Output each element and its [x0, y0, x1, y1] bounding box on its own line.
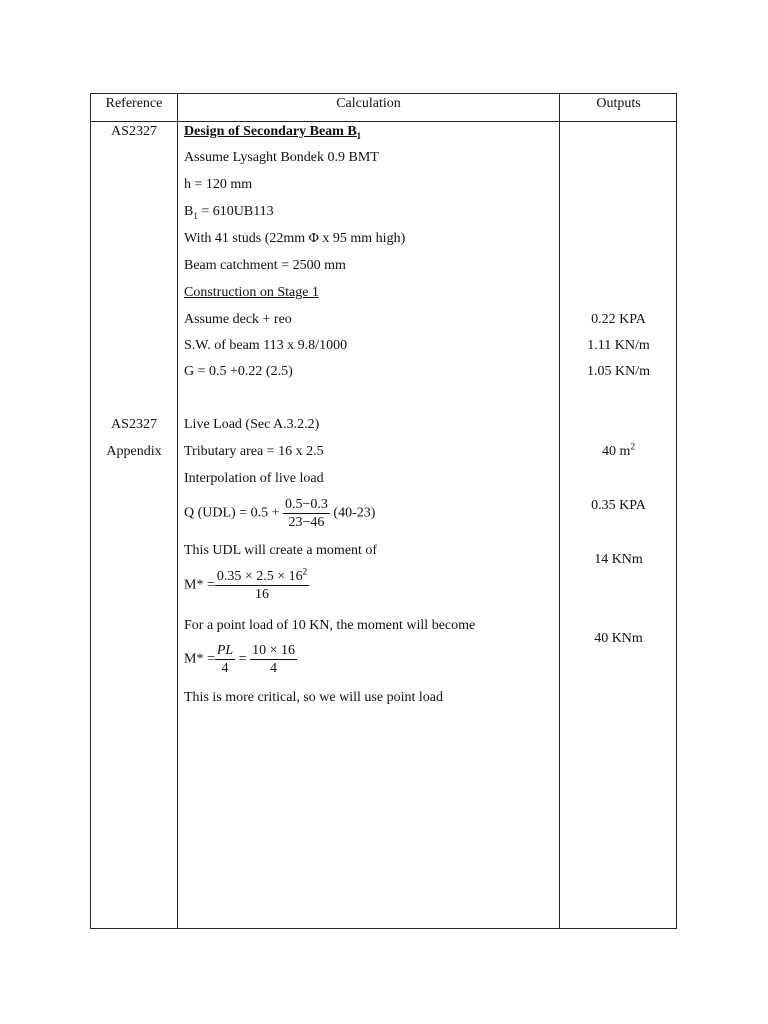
reference-3: Appendix: [106, 444, 162, 459]
calc-line: Live Load (Sec A.3.2.2): [184, 417, 320, 432]
calculation-table: [90, 93, 677, 929]
calc-line: S.W. of beam 113 x 9.8/1000: [184, 338, 348, 353]
calc-line: Interpolation of live load: [184, 471, 324, 486]
calc-line: With 41 studs (22mm Φ x 95 mm high): [184, 231, 406, 246]
header-divider: [91, 121, 676, 122]
output-value: 0.35 KPA: [591, 498, 646, 513]
moment-equation-point: M* = $\frac{PL}{4}$ = $\frac{10 \times 16}{4}$: [184, 643, 295, 676]
calc-subheading: Construction on Stage 1: [184, 285, 319, 300]
fraction: $\frac{0.35 \times 2.5 \times 16^2}{16}$: [216, 566, 308, 602]
calc-line: h = 120 mm: [184, 177, 253, 192]
calc-line: For a point load of 10 KN, the moment will become: [184, 618, 476, 633]
output-value: 40 $m^2$: [602, 441, 635, 459]
column-divider: [177, 94, 178, 928]
calc-line: This is more critical, so we will use point load: [184, 690, 443, 705]
q-udl-equation: Q (UDL) = 0.5 + $\frac{0.5-0.3}{23-46}$ (40-23): [184, 497, 376, 530]
calc-line: This UDL will create a moment of: [184, 543, 378, 558]
calc-line: Tributary area = 16 x 2.5: [184, 444, 324, 459]
output-value: 40 KNm: [594, 631, 643, 646]
calc-line: Assume deck + reo: [184, 312, 292, 327]
reference-2: AS2327: [111, 417, 157, 432]
fraction: $\frac{0.5-0.3}{23-46}$: [285, 497, 328, 530]
calc-title: Design of Secondary Beam $B_1$: [184, 124, 362, 141]
calc-line: G = 0.5 +0.22 (2.5): [184, 364, 293, 379]
calc-line: Beam catchment = 2500 mm: [184, 258, 346, 273]
output-value: 14 KNm: [594, 552, 643, 567]
header-outputs: Outputs: [596, 96, 641, 111]
fraction: $\frac{10 \times 16}{4}$: [252, 643, 295, 676]
output-value: 0.22 KPA: [591, 312, 646, 327]
fraction: $\frac{PL}{4}$: [216, 643, 234, 676]
moment-equation-udl: M* = $\frac{0.35 \times 2.5 \times 16^2}{16}$: [184, 566, 308, 602]
output-value: 1.05 KN/m: [587, 364, 650, 379]
output-value: 1.11 KN/m: [587, 338, 650, 353]
calc-line: $B_1 = 610UB113$: [184, 204, 274, 221]
reference-1: AS2327: [111, 124, 157, 139]
header-reference: Reference: [105, 96, 163, 111]
calc-line: Assume Lysaght Bondek 0.9 BMT: [184, 150, 379, 165]
header-calculation: Calculation: [336, 96, 401, 111]
